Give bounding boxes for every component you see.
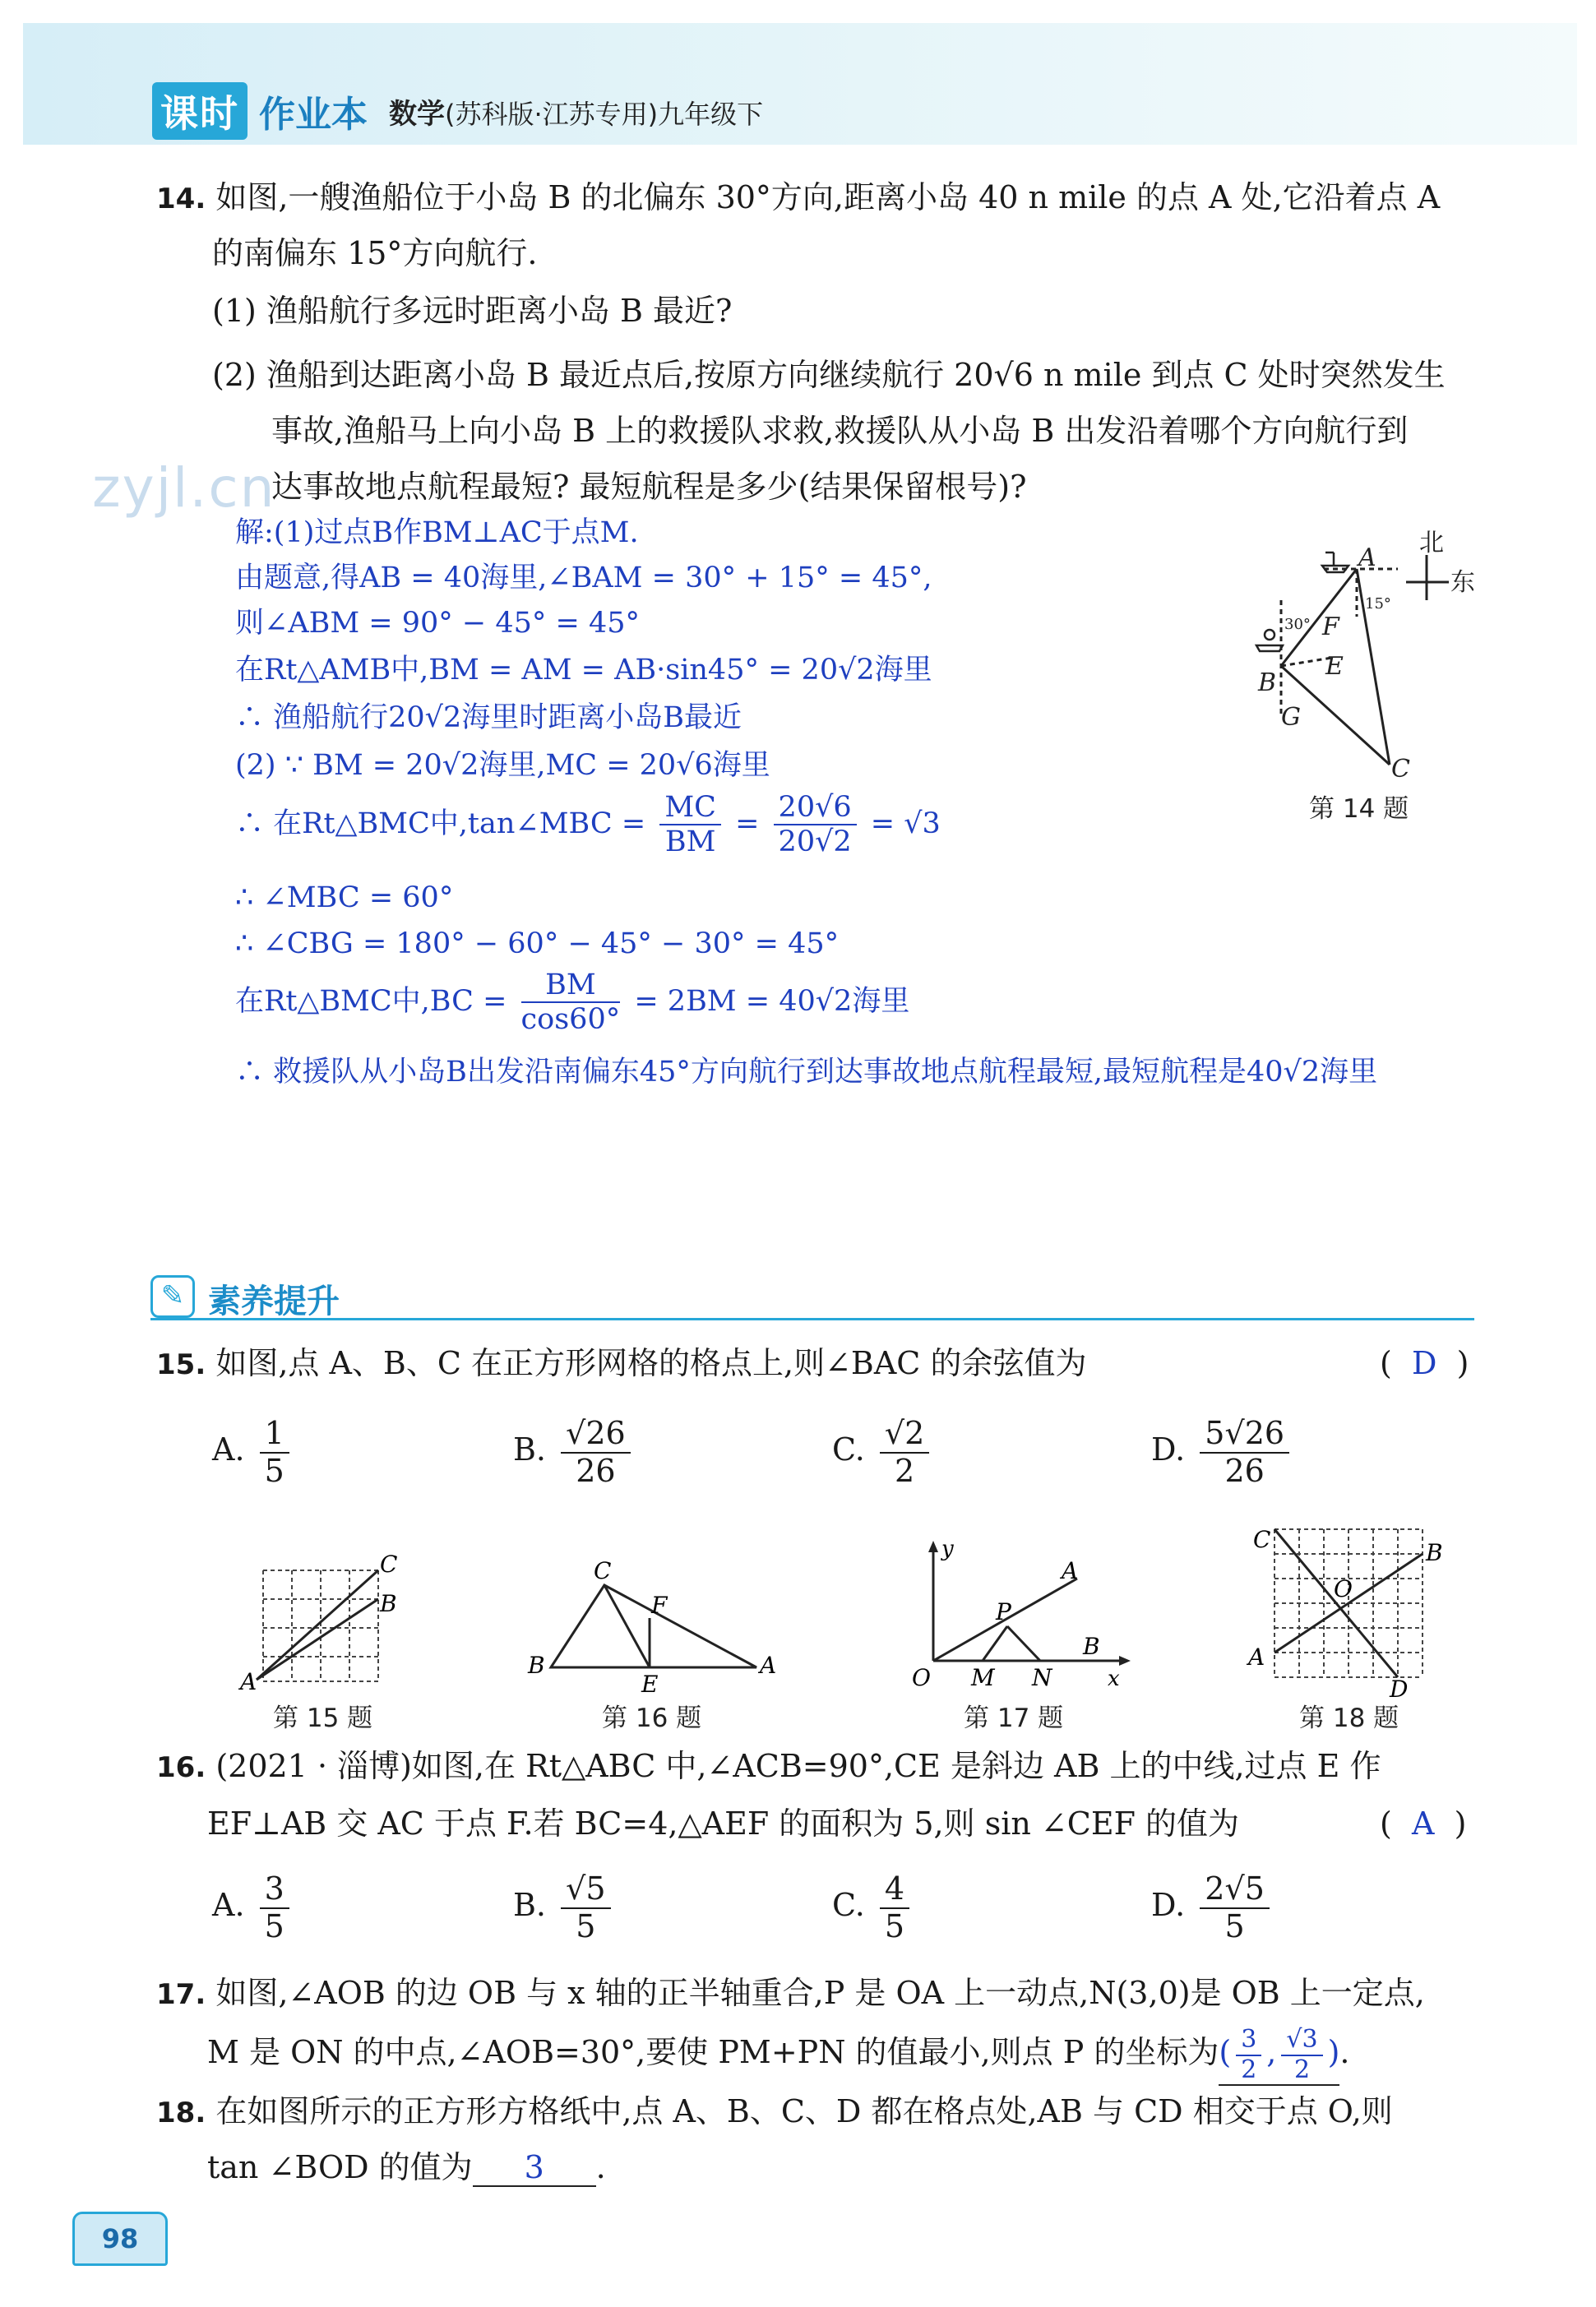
answer-17: ( $\frac{3}{2}$ , $\frac{√3}{2}$ ) bbox=[1219, 2026, 1339, 2086]
figure-15-caption: 第 15 题 bbox=[273, 1704, 373, 1733]
figure-18 bbox=[1233, 1513, 1455, 1698]
north-label: 北 bbox=[1419, 529, 1444, 557]
option-16-C: C. $\frac{4}{5}$ bbox=[832, 1871, 914, 1944]
solution-line: ∴ ∠MBC = 60° bbox=[235, 881, 454, 914]
solution-line: 在Rt△AMB中,BM = AM = AB·sin45° = 20√2海里 bbox=[235, 654, 932, 687]
point-E: E bbox=[1325, 652, 1344, 681]
section-title: 素养提升 bbox=[208, 1283, 340, 1320]
figure-14 bbox=[1233, 526, 1497, 830]
point-C: C bbox=[380, 1551, 398, 1578]
fraction: $\frac{2√5}{5}$ bbox=[1200, 1871, 1270, 1944]
fraction: $\frac{3}{5}$ bbox=[260, 1871, 289, 1944]
compass-icon bbox=[1406, 555, 1449, 600]
question-number: 18. bbox=[156, 2097, 206, 2129]
option-16-A: A. $\frac{3}{5}$ bbox=[212, 1871, 294, 1944]
fraction: $\frac{MC}{BM}$ bbox=[659, 791, 721, 859]
solution-line-bc: 在Rt△BMC中,BC = $\frac{BM}{\cos 60^\circ}$ = 2BM = 40√2海里 bbox=[235, 969, 910, 1037]
option-16-D: D. $\frac{2√5}{5}$ bbox=[1151, 1871, 1274, 1944]
question-18-line2: tan ∠BOD 的值为 3 . bbox=[207, 2149, 606, 2185]
point-C: C bbox=[594, 1557, 612, 1584]
question-number: 15. bbox=[156, 1348, 206, 1381]
question-16-line2: EF⊥AB 交 AC 于点 F.若 BC=4,△AEF 的面积为 5,则 sin ∠CEF 的值为 bbox=[207, 1805, 1240, 1842]
point-A: A bbox=[240, 1668, 257, 1694]
question-17-line2: M 是 ON 的中点,∠AOB=30°,要使 PM+PN 的值最小,则点 P 的坐标为( $\frac{3}{2}$ , $\frac{√3}{2}$ ). bbox=[207, 2026, 1350, 2086]
fraction: $\frac{1}{5}$ bbox=[260, 1416, 289, 1489]
point-P: P bbox=[996, 1598, 1011, 1625]
figure-14-caption: 第 14 题 bbox=[1309, 794, 1409, 824]
figure-16-caption: 第 16 题 bbox=[602, 1704, 702, 1733]
point-A: A bbox=[760, 1652, 777, 1679]
fraction: $\frac{4}{5}$ bbox=[880, 1871, 909, 1944]
point-B: B bbox=[380, 1590, 397, 1617]
question-14-part1: (1) 渔船航行多远时距离小岛 B 最近? bbox=[212, 293, 733, 329]
solution-line-tan: ∴ 在Rt△BMC中,tan∠MBC = $\frac{MC}{BM}$ = $\frac{20√6}{20√2}$ = √3 bbox=[235, 791, 941, 859]
axis-y: y bbox=[941, 1537, 954, 1561]
point-F: F bbox=[651, 1592, 668, 1619]
option-16-B: B. $\frac{√5}{5}$ bbox=[513, 1871, 616, 1944]
point-A: A bbox=[1062, 1557, 1079, 1584]
solution-line: ∴ 救援队从小岛B出发沿南偏东45°方向航行到达事故地点航程最短,最短航程是40√2海里 bbox=[235, 1056, 1378, 1089]
point-C: C bbox=[1253, 1526, 1271, 1553]
page-number bbox=[72, 2212, 171, 2269]
book-brand bbox=[152, 82, 763, 140]
question-17: 17. 如图,∠AOB 的边 OB 与 x 轴的正半轴重合,P 是 OA 上一动点,N(3,0)是 OB 上一定点, bbox=[156, 1975, 1425, 2011]
solution-line: 则∠ABM = 90° − 45° = 45° bbox=[235, 607, 640, 640]
answer-15: D bbox=[1412, 1345, 1437, 1381]
point-N: N bbox=[1032, 1664, 1052, 1691]
page-number-label: 98 bbox=[72, 2212, 168, 2266]
section-header bbox=[150, 1270, 1474, 1320]
solution-line: ∴ 渔船航行20√2海里时距离小岛B最近 bbox=[235, 701, 742, 734]
point-B: B bbox=[528, 1652, 545, 1679]
point-B: B bbox=[1083, 1633, 1100, 1660]
question-14-part2: (2) 渔船到达距离小岛 B 最近点后,按原方向继续航行 20√6 n mile 到点 C 处时突然发生 bbox=[212, 357, 1446, 393]
question-18: 18. 在如图所示的正方形方格纸中,点 A、B、C、D 都在格点处,AB 与 CD 相交于点 O,则 bbox=[156, 2093, 1393, 2129]
option-15-D: D. $\frac{5√26}{26}$ bbox=[1151, 1416, 1294, 1489]
fraction: $\frac{BM}{\cos 60^\circ}$ bbox=[520, 969, 621, 1037]
figure-18-caption: 第 18 题 bbox=[1299, 1704, 1399, 1733]
watermark: zyjl.cn bbox=[92, 456, 276, 520]
point-M: M bbox=[971, 1664, 995, 1691]
figure-17 bbox=[900, 1537, 1139, 1694]
question-number: 14. bbox=[156, 183, 206, 215]
answer-18: 3 bbox=[473, 2151, 596, 2187]
fraction: $\frac{3}{2}$ bbox=[1236, 2026, 1261, 2084]
angle-30: 30° bbox=[1284, 616, 1311, 633]
angle-15: 15° bbox=[1365, 595, 1391, 613]
fraction: $\frac{√26}{26}$ bbox=[561, 1416, 631, 1489]
answer-16: A bbox=[1412, 1805, 1435, 1842]
axis-x: x bbox=[1108, 1667, 1120, 1691]
point-B: B bbox=[1426, 1539, 1443, 1566]
solution-line: 解:(1)过点B作BM⊥AC于点M. bbox=[235, 516, 639, 549]
question-14-part2-line3: 达事故地点航程最短? 最短航程是多少(结果保留根号)? bbox=[271, 469, 1027, 505]
origin-O: O bbox=[912, 1664, 931, 1691]
fraction: $\frac{20√6}{20√2}$ bbox=[774, 791, 857, 859]
question-number: 16. bbox=[156, 1751, 206, 1784]
point-E: E bbox=[641, 1671, 659, 1694]
runner-icon: ✎ bbox=[150, 1275, 195, 1318]
point-A: A bbox=[1248, 1644, 1265, 1671]
point-A: A bbox=[1358, 543, 1376, 572]
point-B: B bbox=[1258, 668, 1277, 697]
rescue-icon bbox=[1256, 630, 1283, 651]
figure-17-caption: 第 17 题 bbox=[964, 1704, 1064, 1733]
figure-16 bbox=[526, 1546, 781, 1694]
question-14: 14. 如图,一艘渔船位于小岛 B 的北偏东 30°方向,距离小岛 40 n mile 的点 A 处,它沿着点 A bbox=[156, 179, 1441, 215]
fraction: $\frac{5√26}{26}$ bbox=[1200, 1416, 1289, 1489]
question-15: 15. 如图,点 A、B、C 在正方形网格的格点上,则∠BAC 的余弦值为 bbox=[156, 1345, 1087, 1381]
solution-line: (2) ∵ BM = 20√2海里,MC = 20√6海里 bbox=[235, 749, 770, 782]
solution-line: ∴ ∠CBG = 180° − 60° − 45° − 30° = 45° bbox=[235, 927, 840, 960]
question-14-line2: 的南偏东 15°方向航行. bbox=[212, 235, 538, 271]
question-14-part2-line2: 事故,渔船马上向小岛 B 上的救援队求救,救援队从小岛 B 出发沿着哪个方向航行到 bbox=[271, 413, 1409, 449]
solution-line: 由题意,得AB = 40海里,∠BAM = 30° + 15° = 45°, bbox=[235, 562, 932, 594]
point-D: D bbox=[1390, 1676, 1409, 1698]
option-15-A: A. $\frac{1}{5}$ bbox=[212, 1416, 294, 1489]
option-15-C: C. $\frac{√2}{2}$ bbox=[832, 1416, 934, 1489]
answer-bracket-16: ( A ) bbox=[1380, 1805, 1467, 1842]
figure-15 bbox=[238, 1546, 419, 1694]
fraction: $\frac{√3}{2}$ bbox=[1281, 2026, 1322, 2084]
answer-bracket-15: ( D ) bbox=[1380, 1345, 1469, 1381]
question-16: 16. (2021 · 淄博)如图,在 Rt△ABC 中,∠ACB=90°,CE 是斜边 AB 上的中线,过点 E 作 bbox=[156, 1748, 1381, 1784]
point-C: C bbox=[1391, 755, 1410, 784]
fraction: $\frac{√5}{5}$ bbox=[561, 1871, 610, 1944]
option-15-B: B. $\frac{√26}{26}$ bbox=[513, 1416, 636, 1489]
question-number: 17. bbox=[156, 1978, 206, 2011]
point-O: O bbox=[1334, 1575, 1353, 1602]
point-F: F bbox=[1322, 613, 1339, 641]
fraction: $\frac{√2}{2}$ bbox=[880, 1416, 929, 1489]
point-G: G bbox=[1281, 703, 1301, 732]
book-subtitle: 数学(苏科版·江苏专用)九年级下 bbox=[389, 97, 764, 131]
brand-name: 作业本 bbox=[259, 94, 368, 136]
brand-key: 课时 bbox=[152, 82, 247, 140]
east-label: 东 bbox=[1450, 568, 1475, 597]
